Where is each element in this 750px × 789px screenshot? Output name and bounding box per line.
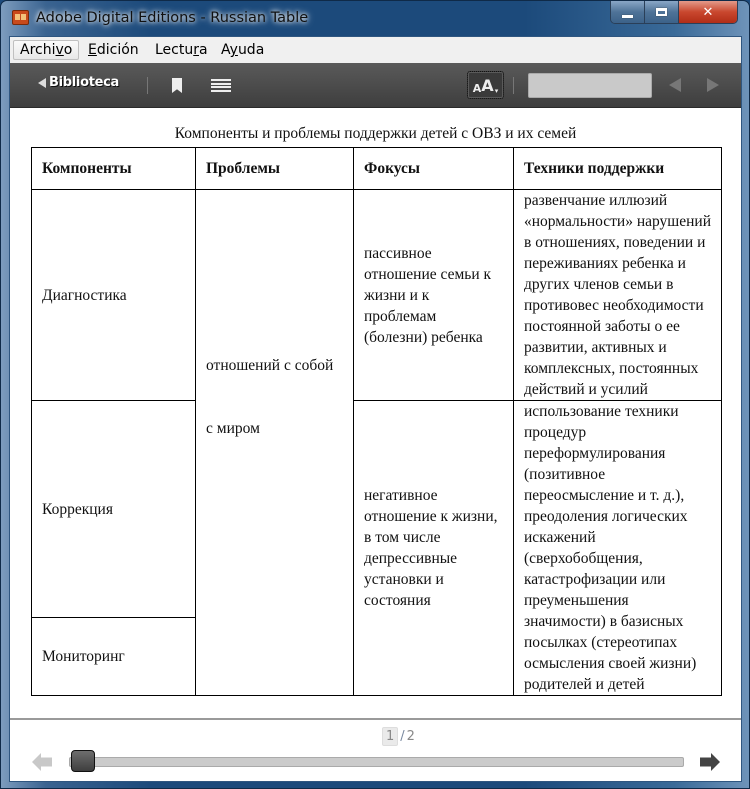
cell-technique: использование техники процедур переформулирования (позитивное переосмысление и т. д.), преодоления логических искажений (сверхобобщения, катастрофизации или преуменьшения значимости) в базисных посылках (стереотипах осмысления своей жизни) родителей и детей (514, 401, 722, 696)
font-size-big-a: A (481, 76, 494, 95)
support-table (31, 147, 722, 696)
previous-page-arrow-icon[interactable] (32, 753, 52, 771)
menu-mnemonic: v (55, 42, 64, 58)
library-back-button[interactable] (38, 75, 119, 90)
menu-edicion[interactable]: Edición (88, 42, 139, 58)
header-components: Компоненты (32, 148, 196, 190)
page-separator: / (400, 729, 405, 744)
next-result-icon[interactable] (707, 78, 719, 92)
maximize-icon (656, 8, 667, 16)
page-slider-track[interactable] (69, 757, 684, 767)
cell-problems (196, 190, 354, 696)
menu-mnemonic: r (193, 42, 199, 58)
toolbar-separator (147, 77, 148, 94)
toolbar-separator (513, 77, 514, 94)
page-indicator (382, 727, 415, 746)
menu-archivo[interactable]: Archivo (13, 40, 79, 60)
bookmark-icon[interactable] (172, 78, 182, 93)
cell-component: Мониторинг (32, 618, 196, 696)
client-area (9, 36, 742, 782)
table-header-row (32, 148, 722, 190)
reader-toolbar (10, 63, 741, 108)
page-navigation-footer (10, 718, 741, 782)
table-of-contents-icon[interactable] (211, 79, 231, 92)
table-row (32, 190, 722, 401)
font-size-button[interactable] (467, 71, 504, 99)
total-pages: 2 (406, 729, 415, 744)
window-controls (610, 1, 738, 24)
menu-lectura[interactable]: Lectura (155, 42, 208, 58)
maximize-button[interactable] (645, 1, 679, 23)
menu-mnemonic: y (229, 42, 238, 58)
window-title: Adobe Digital Editions - Russian Table (36, 10, 309, 26)
table-caption: Компоненты и проблемы поддержки детей с ОВЗ и их семей (174, 125, 577, 142)
minimize-button[interactable] (611, 1, 645, 23)
previous-result-icon[interactable] (669, 78, 681, 92)
menu-ayuda[interactable]: Ayuda (221, 42, 265, 58)
cell-component: Коррекция (32, 401, 196, 618)
cell-technique: развенчание иллюзий «нормальности» нарушений в отношениях, поведении и переживаниях ребенка и других членов семьи в противовес необходимости постоянной заботы о ее развитии, активных и комплексных, постоянных действий и усилий (514, 190, 722, 401)
header-foci: Фокусы (354, 148, 514, 190)
close-icon: ✕ (702, 4, 714, 20)
search-input[interactable] (528, 73, 652, 98)
font-size-small-a: A (472, 82, 482, 95)
menu-mnemonic: E (88, 42, 97, 58)
header-techniques: Техники поддержки (514, 148, 722, 190)
cell-component: Диагностика (32, 190, 196, 401)
dropdown-caret-icon: ▾ (494, 87, 499, 95)
menu-bar (10, 37, 741, 63)
close-button[interactable] (679, 1, 737, 23)
header-problems: Проблемы (196, 148, 354, 190)
next-page-arrow-icon[interactable] (700, 753, 720, 771)
cell-focus: пассивное отношение семьи к жизни и к проблемам (болезни) ребенка (354, 190, 514, 401)
current-page-input[interactable]: 1 (382, 727, 398, 746)
library-back-label: Biblioteca (49, 75, 120, 90)
document-page (10, 108, 741, 718)
page-slider-thumb[interactable] (71, 750, 95, 772)
problem-item: с миром (206, 420, 260, 437)
adobe-digital-editions-icon (12, 10, 29, 25)
back-arrow-icon (38, 78, 46, 88)
cell-focus: негативное отношение к жизни, в том числе депрессивные установки и состояния (354, 401, 514, 696)
title-bar[interactable] (1, 1, 749, 37)
minimize-icon (622, 15, 633, 18)
table-row (32, 401, 722, 618)
problem-item: отношений с собой (206, 357, 334, 374)
